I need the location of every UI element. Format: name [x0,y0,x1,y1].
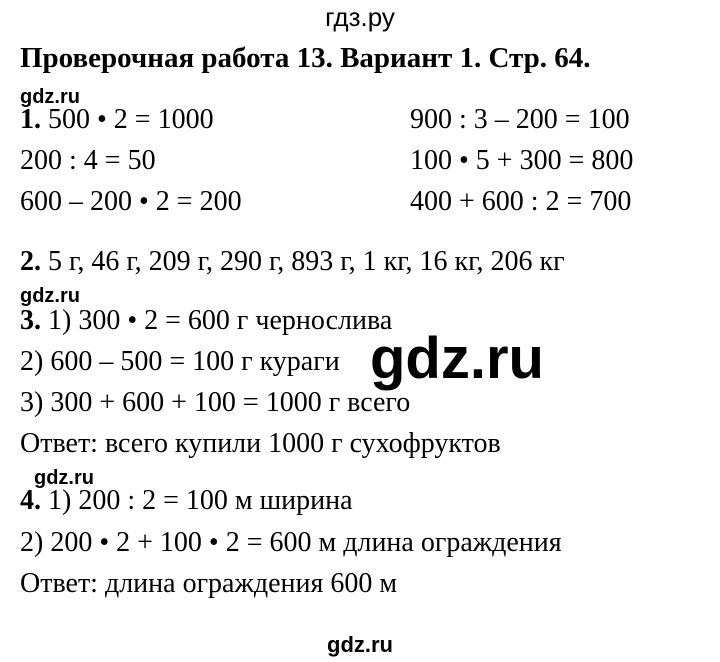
page-title: Проверочная работа 13. Вариант 1. Стр. 64. [20,42,591,74]
watermark-small: gdz.ru [34,467,94,489]
task3-line3: 3) 300 + 600 + 100 = 1000 г всего [20,387,411,418]
task-number: 2. [20,246,41,277]
task-number: 4. [20,485,41,516]
solution-step: 1) 300 • 2 = 600 г чернослива [48,305,393,336]
watermark-large: gdz.ru [370,326,544,391]
task1-row2-right: 100 • 5 + 300 = 800 [410,145,634,176]
task4-line2: 2) 200 • 2 + 100 • 2 = 600 м длина ограждения [20,527,562,558]
task3-line1 [20,305,392,337]
task1-row1-left [20,104,214,136]
task3-answer: Ответ: всего купили 1000 г сухофруктов [20,428,501,459]
task1-row1-right: 900 : 3 – 200 = 100 [410,104,630,135]
weights-list: 5 г, 46 г, 209 г, 290 г, 893 г, 1 кг, 16 кг, 206 кг [48,246,565,277]
task1-row3-right: 400 + 600 : 2 = 700 [410,186,632,217]
watermark-small: gdz.ru [20,285,80,307]
task1-row3-left: 600 – 200 • 2 = 200 [20,186,242,217]
equation: 500 • 2 = 1000 [48,104,214,135]
task4-answer: Ответ: длина ограждения 600 м [20,568,398,599]
watermark-small: gdz.ru [20,86,80,108]
task4-line1 [20,485,353,517]
task3-line2: 2) 600 – 500 = 100 г кураги [20,346,340,377]
watermark-bottom: gdz.ru [327,632,393,657]
task-number: 3. [20,305,41,336]
watermark-top: гдз.ру [325,2,395,32]
task-number: 1. [20,104,41,135]
task2-line [20,246,565,278]
task1-row2-left: 200 : 4 = 50 [20,145,156,176]
solution-step: 1) 200 : 2 = 100 м ширина [48,485,353,516]
